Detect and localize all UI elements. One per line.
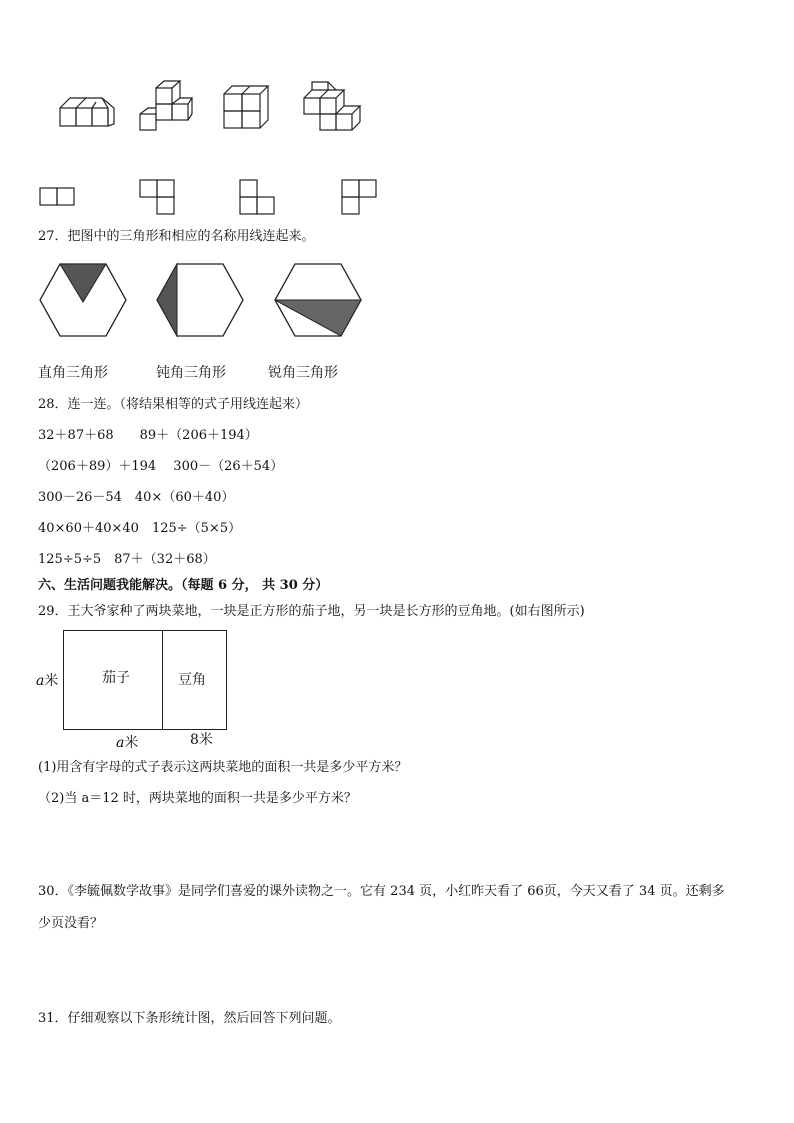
view-shapes-row [38, 178, 388, 218]
field-eggplant-label: 茄子 [102, 670, 130, 686]
field-bottom-right-label: 8米 [190, 732, 213, 748]
view-shape-2 [138, 178, 178, 218]
view-shape-3 [238, 178, 278, 218]
hexagon-figure-3 [273, 262, 363, 342]
cube-solid-1 [56, 78, 116, 138]
field-bottom-label: a米 [116, 735, 139, 751]
expression-row-5: 125÷5÷5 87＋（32＋68） [38, 552, 216, 567]
cube-figures-row [50, 78, 370, 138]
field-diagram [36, 630, 236, 755]
cube-solid-3 [222, 78, 282, 138]
expression-row-2: （206＋89）＋194 300－（26＋54） [38, 459, 284, 474]
field-bean-label: 豆角 [178, 672, 206, 688]
question-30-line1: 30．《李毓佩数学故事》是同学们喜爱的课外读物之一。它有 234 页，小红昨天看了 66页，今天又看了 34 页。还剩多 [38, 884, 725, 899]
cube-solid-2 [136, 78, 196, 138]
question-29-sub2: （2)当 a＝12 时，两块菜地的面积一共是多少平方米？ [38, 791, 357, 806]
expression-row-1: 32＋87＋68 89＋（206＋194） [38, 428, 258, 443]
field-left-label: a米 [36, 673, 59, 689]
expression-row-4: 40×60＋40×40 125÷（5×5） [38, 521, 242, 536]
view-shape-4 [340, 178, 380, 218]
triangle-name-acute: 锐角三角形 [268, 365, 338, 381]
view-shape-1 [38, 178, 78, 218]
hexagon-figure-2 [155, 262, 245, 342]
cube-solid-4 [300, 78, 370, 138]
triangle-name-obtuse: 钝角三角形 [156, 365, 226, 381]
question-29-sub1: (1)用含有字母的式子表示这两块菜地的面积一共是多少平方米？ [38, 760, 408, 775]
question-29-text: 29．王大爷家种了两块菜地，一块是正方形的茄子地，另一块是长方形的豆角地。(如右图所示) [38, 604, 585, 619]
question-30-line2: 少页没看？ [38, 916, 104, 931]
question-27-text: 27．把图中的三角形和相应的名称用线连起来。 [38, 229, 315, 244]
expression-row-3: 300－26－54 40×（60＋40） [38, 490, 235, 505]
hexagon-figure-1 [38, 262, 128, 342]
question-31-text: 31．仔细观察以下条形统计图，然后回答下列问题。 [38, 1011, 341, 1026]
section-6-heading: 六、生活问题我能解决。（每题 6 分， 共 30 分） [38, 578, 329, 593]
question-28-text: 28．连一连。（将结果相等的式子用线连起来） [38, 397, 309, 412]
triangle-name-right: 直角三角形 [38, 365, 108, 381]
